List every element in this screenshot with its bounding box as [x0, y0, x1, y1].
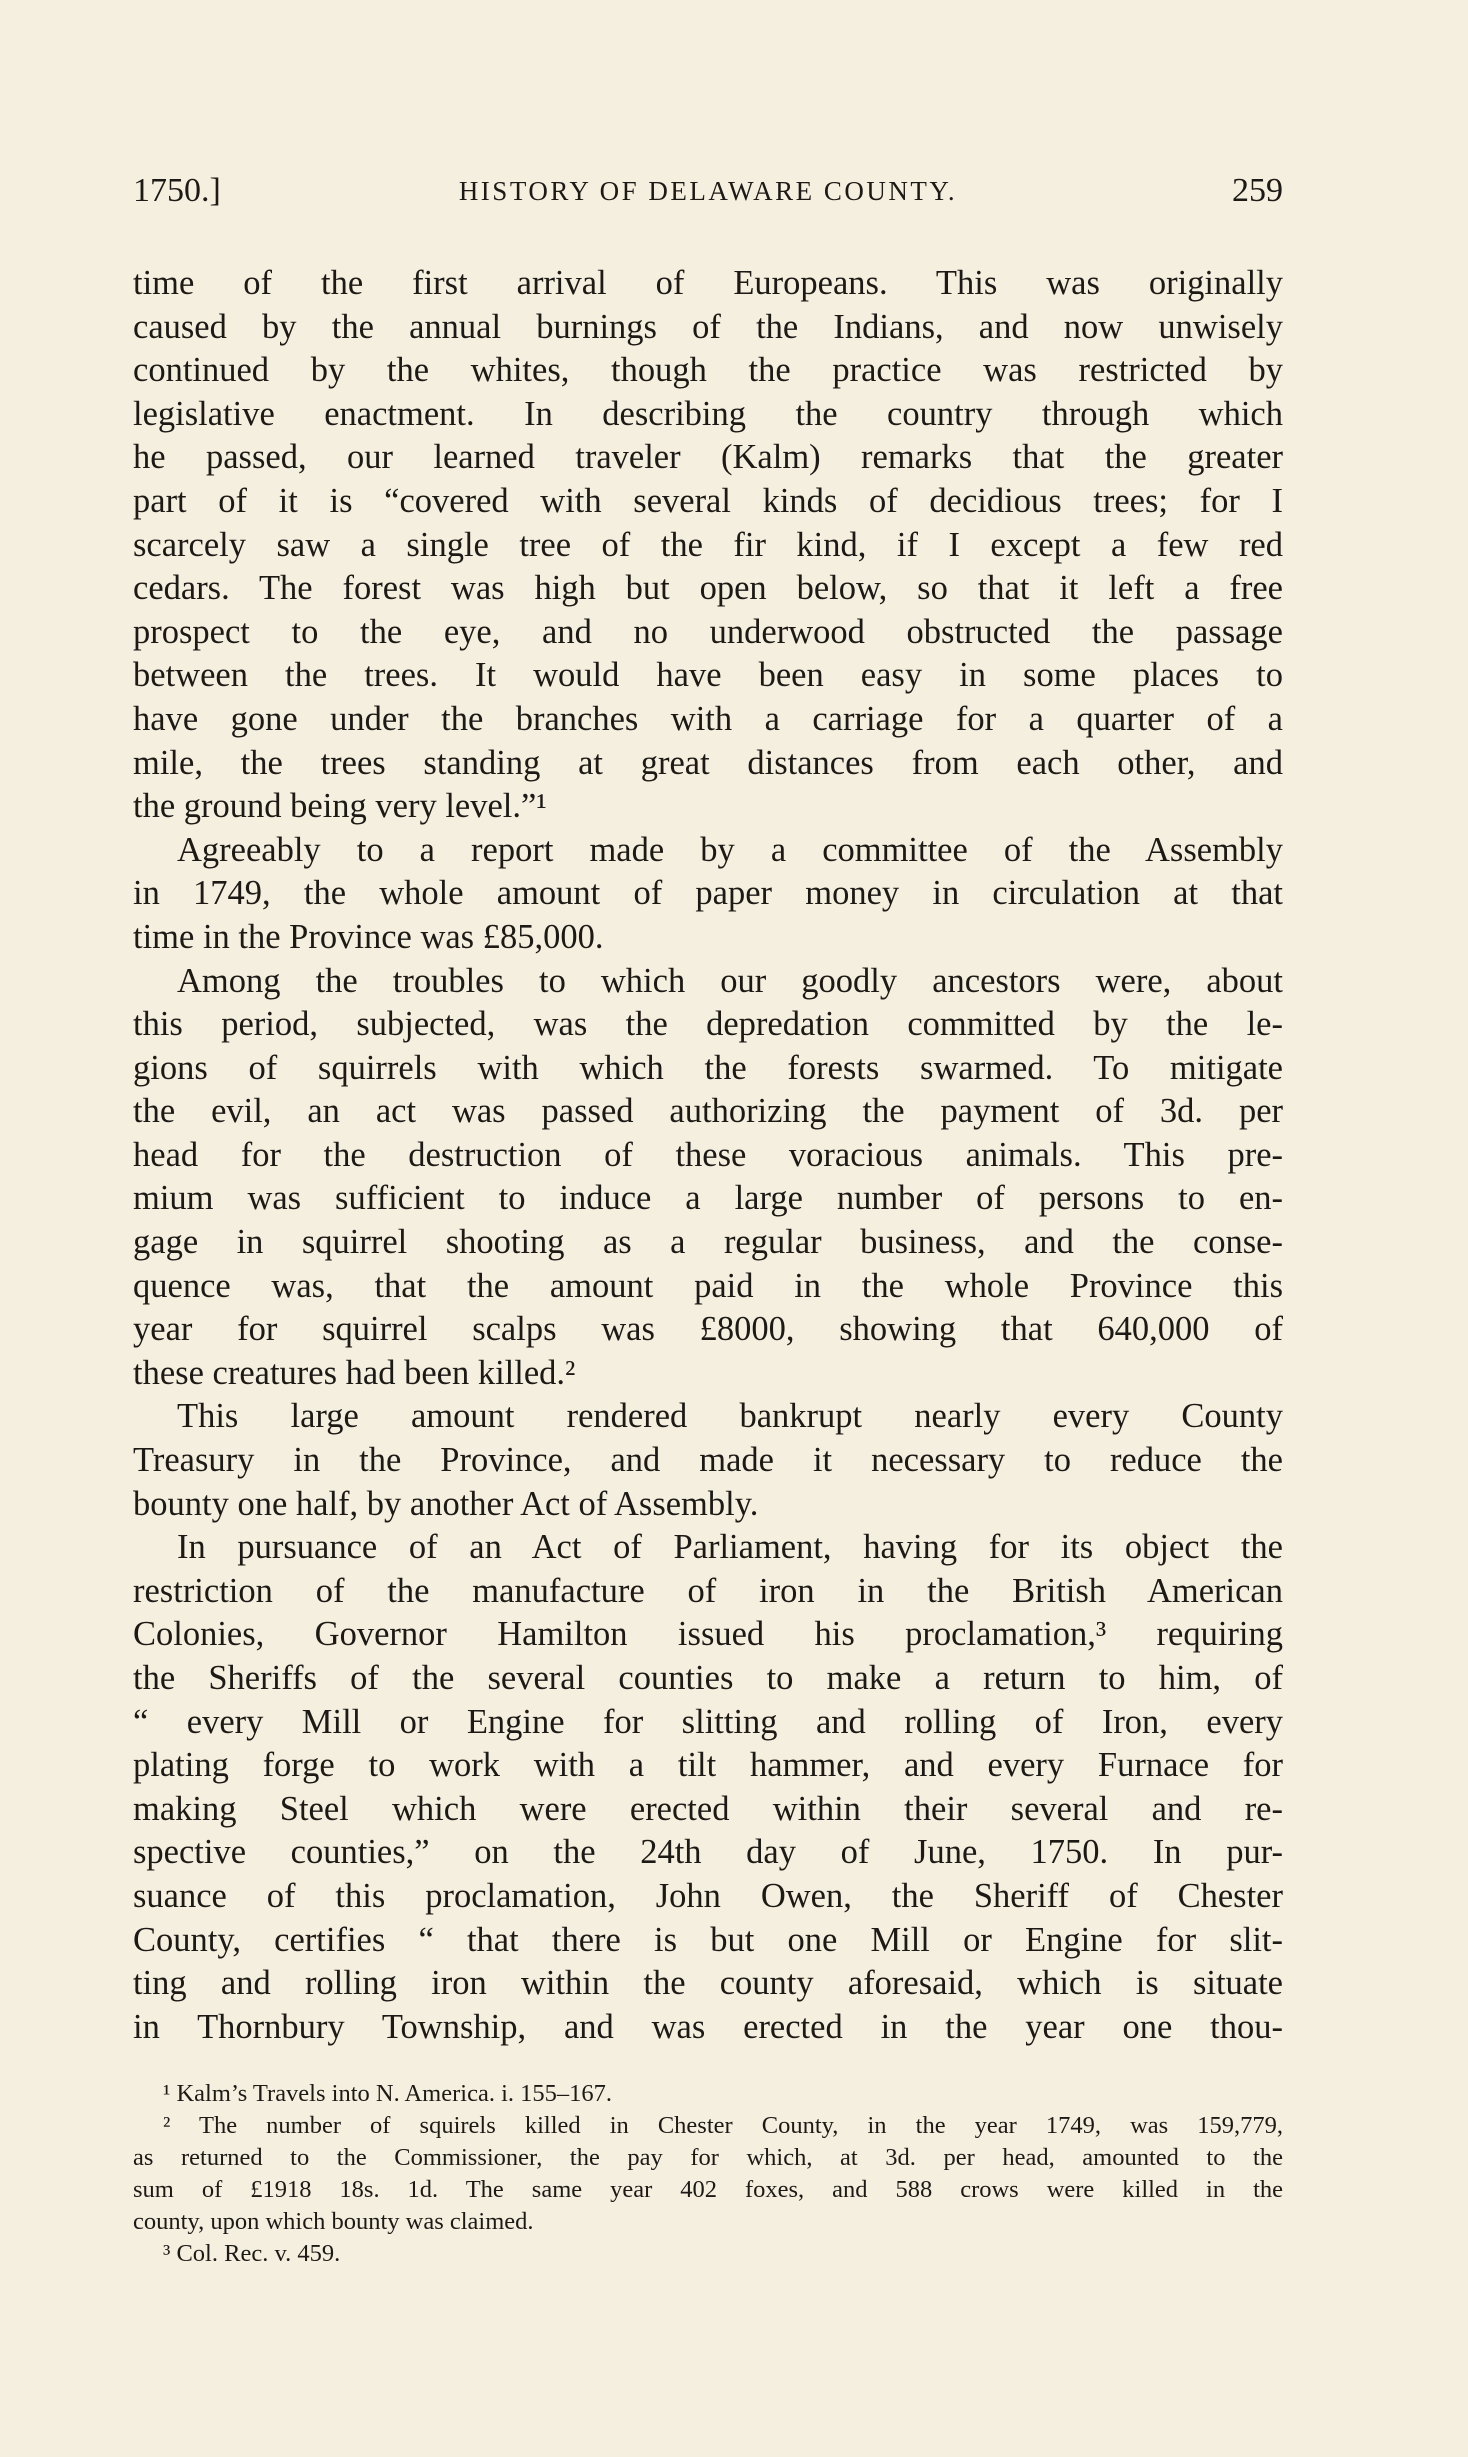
- body-line: cedars. The forest was high but open below, so that it left a free: [133, 569, 1283, 608]
- body-line: prospect to the eye, and no underwood obstructed the passage: [133, 612, 1283, 651]
- body-line: Among the troubles to which our goodly ancestors were, about: [177, 961, 1283, 1000]
- body-line: plating forge to work with a tilt hammer, and every Furnace for: [133, 1746, 1283, 1785]
- body-line: spective counties,” on the 24th day of June, 1750. In pur-: [133, 1833, 1283, 1872]
- body-text: [133, 262, 1283, 2049]
- body-line: time in the Province was £85,000.: [133, 917, 604, 956]
- header-title: HISTORY OF DELAWARE COUNTY.: [458, 176, 958, 206]
- body-line: year for squirrel scalps was £8000, showing that 640,000 of: [133, 1310, 1283, 1349]
- body-line: In pursuance of an Act of Parliament, having for its object the: [177, 1528, 1283, 1567]
- running-header: [133, 172, 1283, 222]
- body-line: he passed, our learned traveler (Kalm) remarks that the greater: [133, 438, 1283, 477]
- footnotes: [133, 2078, 1283, 2270]
- footnote-line: sum of £1918 18s. 1d. The same year 402 foxes, and 588 crows were killed in the: [133, 2176, 1283, 2203]
- body-line: mium was sufficient to induce a large number of persons to en-: [133, 1179, 1283, 1218]
- body-line: head for the destruction of these voracious animals. This pre-: [133, 1135, 1283, 1174]
- footnote-line: county, upon which bounty was claimed.: [133, 2208, 534, 2235]
- body-line: suance of this proclamation, John Owen, the Sheriff of Chester: [133, 1876, 1283, 1915]
- body-line: making Steel which were erected within their several and re-: [133, 1789, 1283, 1828]
- body-line: bounty one half, by another Act of Assembly.: [133, 1484, 759, 1523]
- page-number: 259: [1232, 172, 1283, 209]
- body-line: part of it is “covered with several kinds of decidious trees; for I: [133, 481, 1283, 520]
- body-line: these creatures had been killed.²: [133, 1353, 576, 1392]
- body-line: gage in squirrel shooting as a regular business, and the conse-: [133, 1223, 1283, 1262]
- header-year: 1750.]: [133, 172, 221, 209]
- body-line: County, certifies “ that there is but one Mill or Engine for slit-: [133, 1920, 1283, 1959]
- body-line: This large amount rendered bankrupt nearly every County: [177, 1397, 1283, 1436]
- body-line: ting and rolling iron within the county aforesaid, which is situate: [133, 1964, 1283, 2003]
- footnote-line: ² The number of squirels killed in Chester County, in the year 1749, was 159,779,: [163, 2112, 1283, 2139]
- body-line: in Thornbury Township, and was erected in the year one thou-: [133, 2007, 1283, 2046]
- body-line: between the trees. It would have been easy in some places to: [133, 656, 1283, 695]
- body-line: Colonies, Governor Hamilton issued his proclamation,³ requiring: [133, 1615, 1283, 1654]
- book-page: [133, 0, 1283, 2457]
- body-line: Treasury in the Province, and made it necessary to reduce the: [133, 1441, 1283, 1480]
- body-line: legislative enactment. In describing the country through which: [133, 394, 1283, 433]
- body-line: restriction of the manufacture of iron in the British American: [133, 1571, 1283, 1610]
- footnote-line: as returned to the Commissioner, the pay for which, at 3d. per head, amounted to the: [133, 2144, 1283, 2171]
- body-line: time of the first arrival of Europeans. This was originally: [133, 264, 1283, 302]
- body-line: the evil, an act was passed authorizing the payment of 3d. per: [133, 1092, 1283, 1131]
- body-line: the ground being very level.”¹: [133, 787, 547, 826]
- body-line: have gone under the branches with a carriage for a quarter of a: [133, 699, 1283, 738]
- footnote-line: ¹ Kalm’s Travels into N. America. i. 155–167.: [163, 2080, 613, 2107]
- footnote-line: ³ Col. Rec. v. 459.: [163, 2240, 341, 2267]
- body-line: in 1749, the whole amount of paper money in circulation at that: [133, 874, 1283, 913]
- body-line: mile, the trees standing at great distances from each other, and: [133, 743, 1283, 782]
- body-line: the Sheriffs of the several counties to make a return to him, of: [133, 1659, 1283, 1697]
- body-line: continued by the whites, though the practice was restricted by: [133, 351, 1283, 390]
- body-line: caused by the annual burnings of the Indians, and now unwisely: [133, 307, 1283, 346]
- body-line: this period, subjected, was the depredation committed by the le-: [133, 1005, 1283, 1044]
- body-line: “ every Mill or Engine for slitting and rolling of Iron, every: [133, 1702, 1283, 1741]
- body-line: quence was, that the amount paid in the whole Province this: [133, 1266, 1283, 1305]
- body-line: Agreeably to a report made by a committee of the Assembly: [177, 830, 1283, 869]
- body-line: scarcely saw a single tree of the fir kind, if I except a few red: [133, 525, 1283, 564]
- body-line: gions of squirrels with which the forests swarmed. To mitigate: [133, 1048, 1283, 1087]
